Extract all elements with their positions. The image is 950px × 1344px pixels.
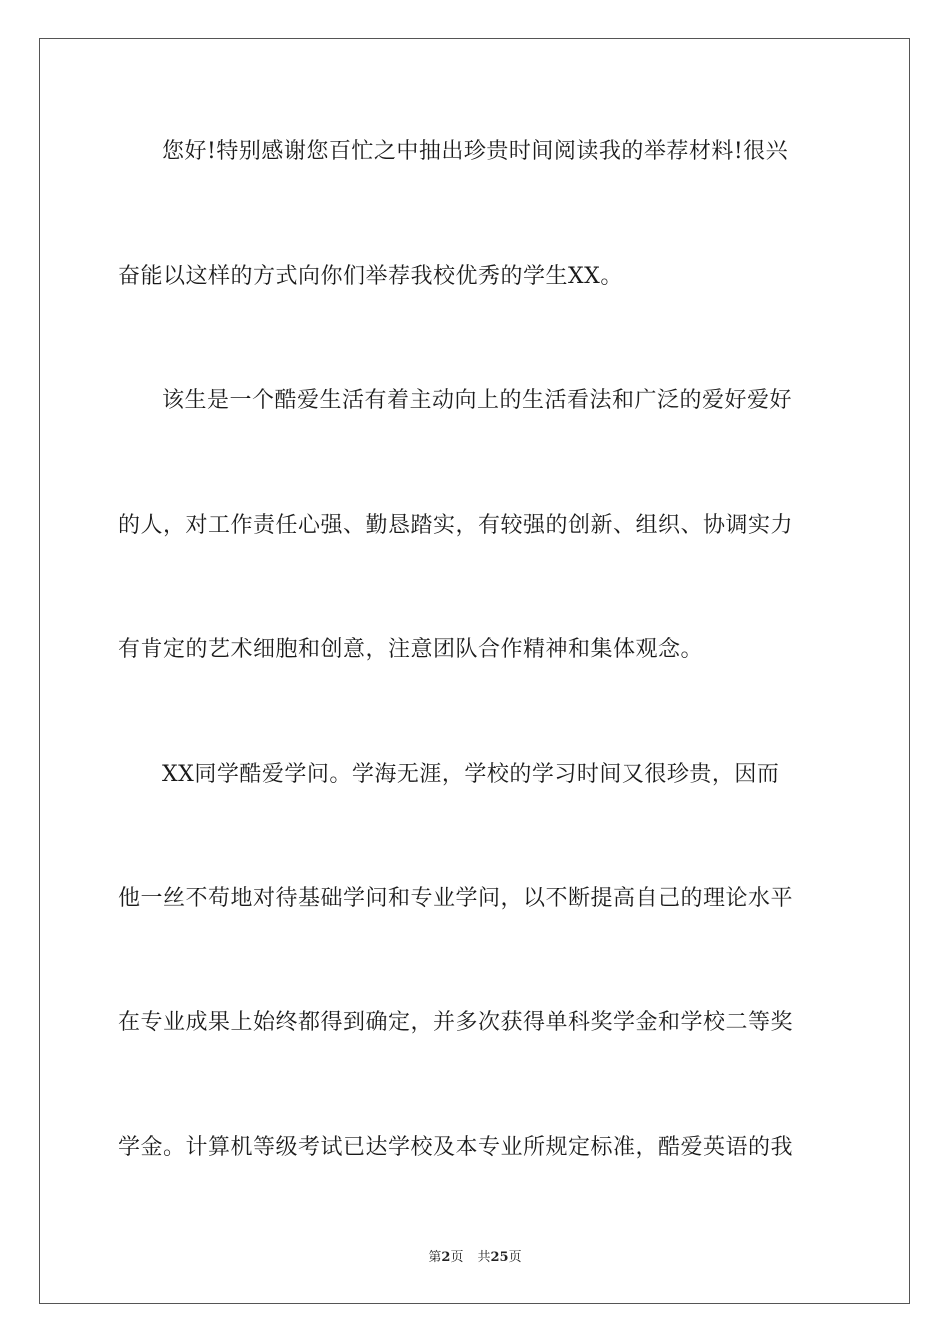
body-line-9: 学金。计算机等级考试已达学校及本专业所规定标准，酷爱英语的我 <box>118 1135 794 1160</box>
body-line-8: 在专业成果上始终都得到确定，并多次获得单科奖学金和学校二等奖 <box>118 1010 794 1035</box>
body-line-5: 有肯定的艺术细胞和创意，注意团队合作精神和集体观念。 <box>118 637 704 662</box>
body-line-2: 奋能以这样的方式向你们举荐我校优秀的学生XX。 <box>118 264 623 289</box>
page-footer <box>0 1246 950 1265</box>
total-prefix: 共 <box>477 1250 491 1265</box>
page-prefix: 第 <box>428 1250 442 1265</box>
total-pages: 25 <box>490 1250 509 1265</box>
body-line-4: 的人，对工作责任心强、勤恳踏实，有较强的创新、组织、协调实力 <box>118 513 794 538</box>
page-number: 2 <box>441 1250 451 1265</box>
body-line-6: XX同学酷爱学问。学海无涯，学校的学习时间又很珍贵，因而 <box>162 762 780 787</box>
total-suffix: 页 <box>508 1250 522 1265</box>
body-line-3: 该生是一个酷爱生活有着主动向上的生活看法和广泛的爱好爱好 <box>162 388 793 413</box>
body-line-1: 您好!特别感谢您百忙之中抽出珍贵时间阅读我的举荐材料!很兴 <box>162 139 789 164</box>
page-suffix: 页 <box>450 1250 464 1265</box>
body-line-7: 他一丝不苟地对待基础学问和专业学问，以不断提高自己的理论水平 <box>118 886 794 911</box>
page-border <box>39 38 910 1304</box>
